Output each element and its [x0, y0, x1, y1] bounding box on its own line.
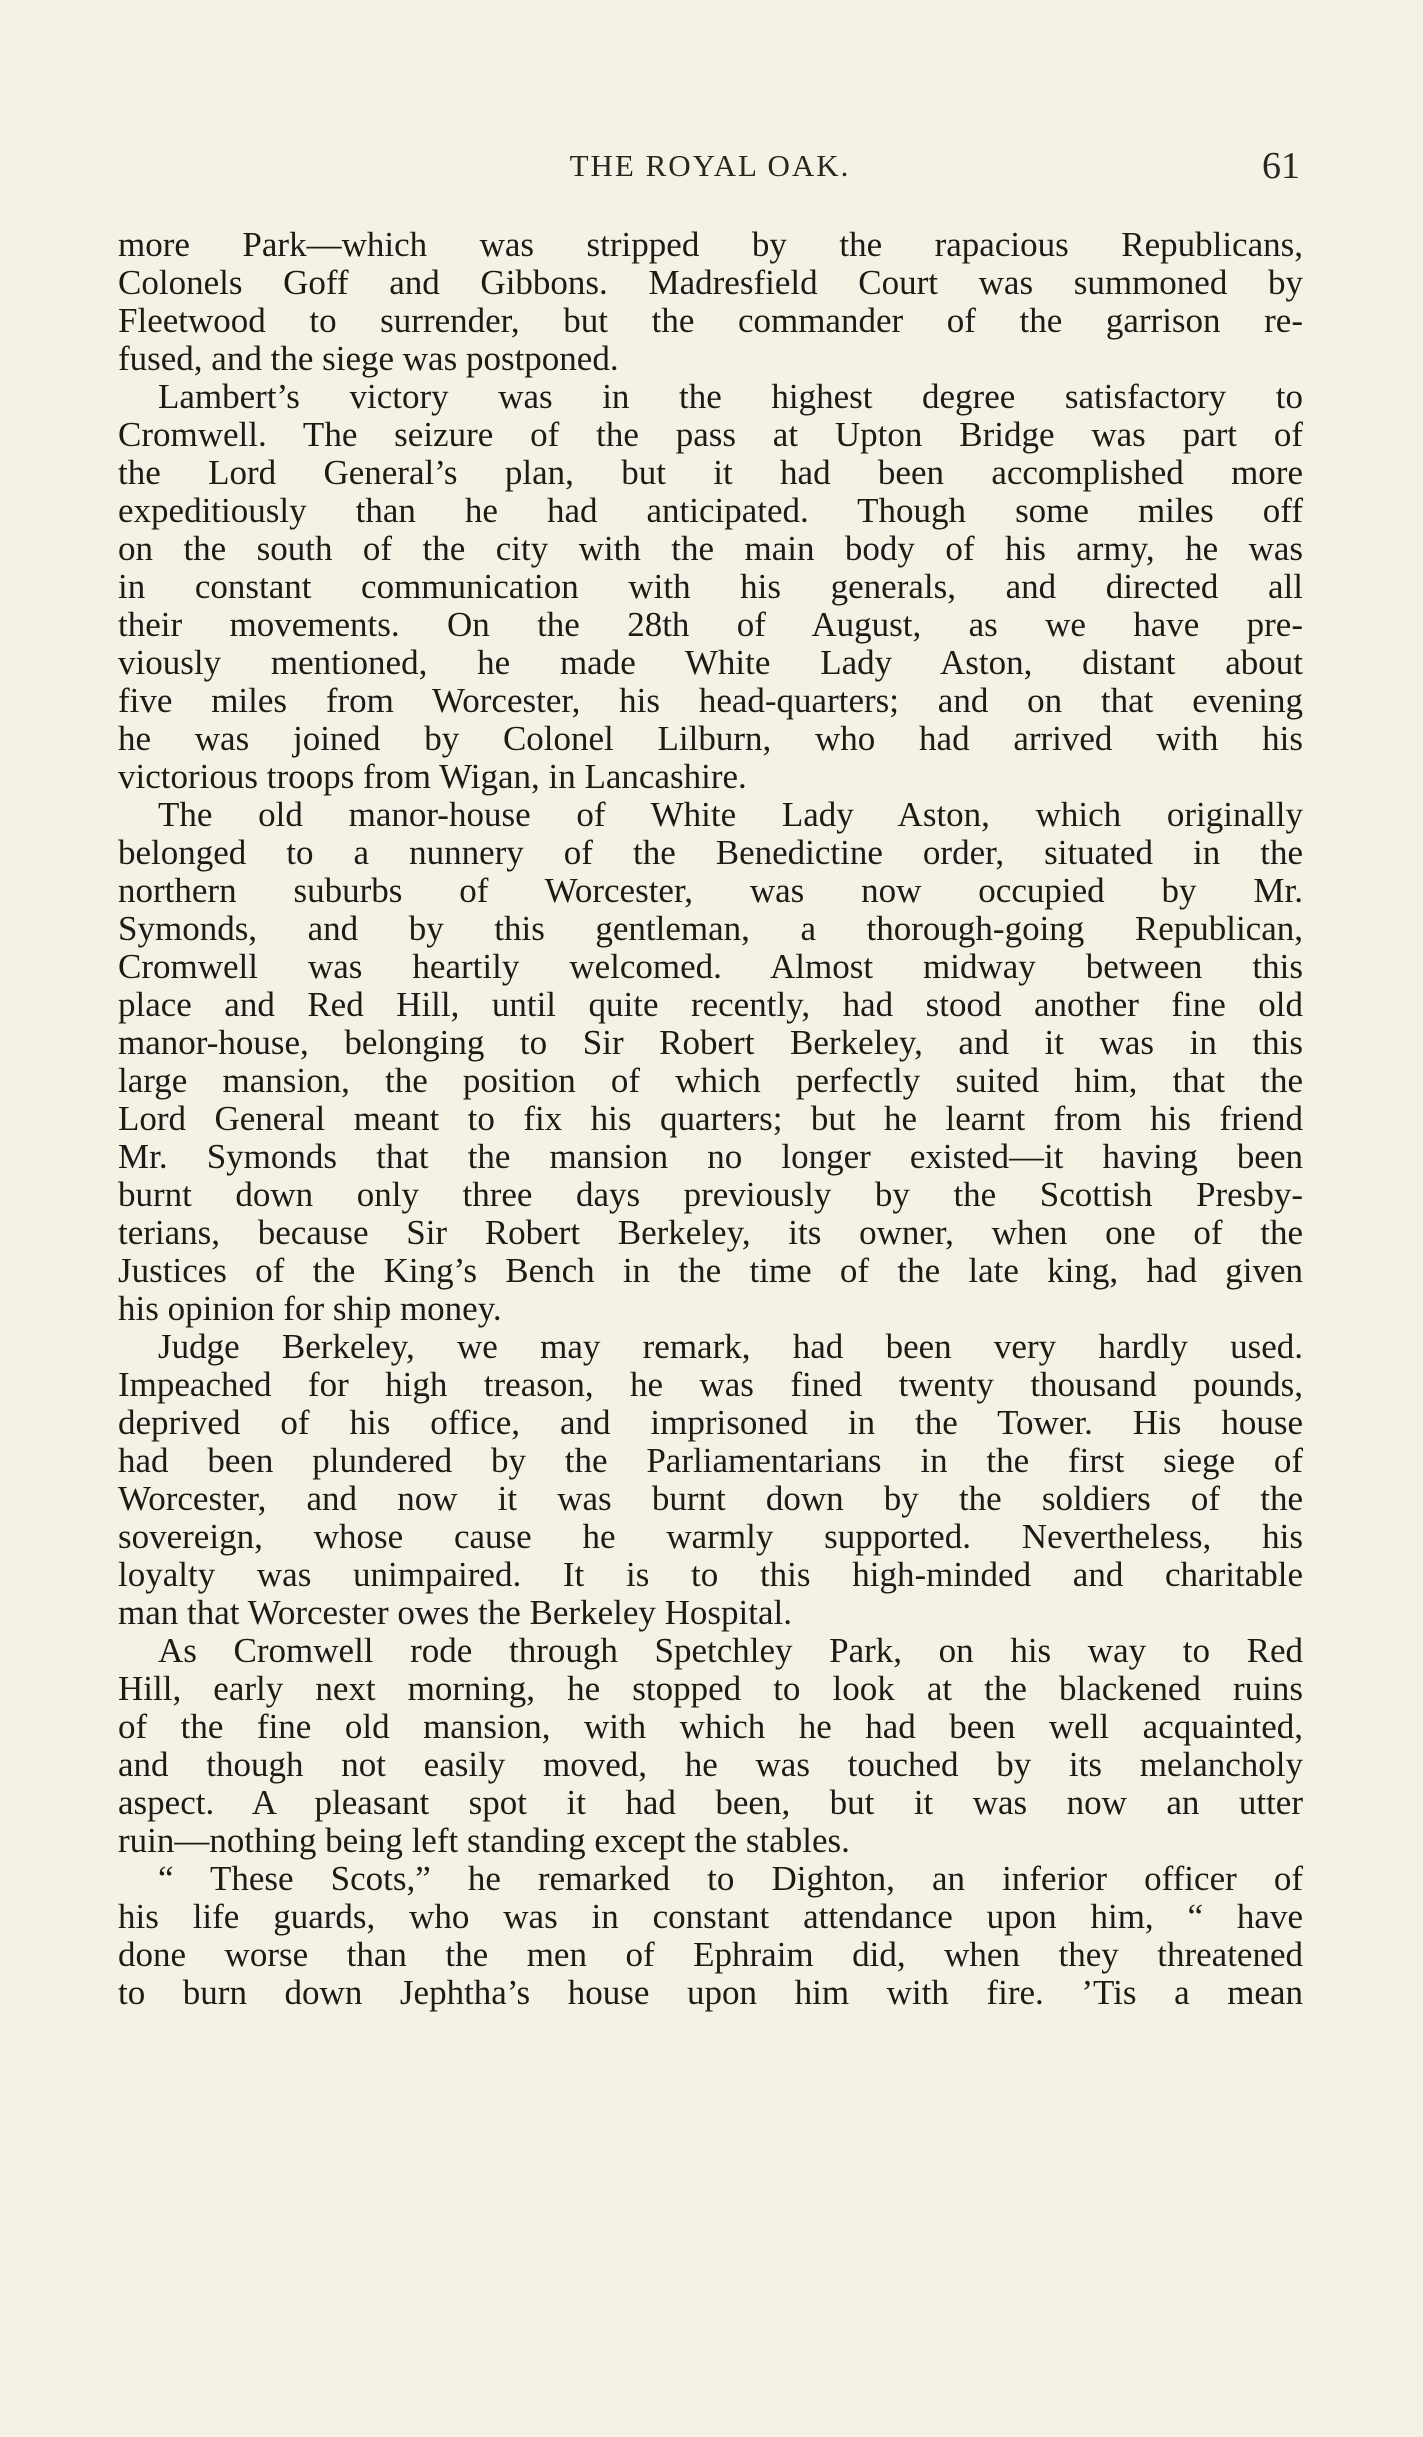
text-line: Impeached for high treason, he was fined twenty thousand pounds, [118, 1366, 1303, 1404]
text-line: loyalty was unimpaired. It is to this high-minded and charitable [118, 1556, 1303, 1594]
text-line: in constant communication with his generals, and directed all [118, 568, 1303, 606]
text-line: deprived of his office, and imprisoned in the Tower. His house [118, 1404, 1303, 1442]
text-line: he was joined by Colonel Lilburn, who had arrived with his [118, 720, 1303, 758]
text-line: manor-house, belonging to Sir Robert Berkeley, and it was in this [118, 1024, 1303, 1062]
text-line: large mansion, the position of which perfectly suited him, that the [118, 1062, 1303, 1100]
text-line: Lord General meant to fix his quarters; but he learnt from his friend [118, 1100, 1303, 1138]
text-line: Hill, early next morning, he stopped to look at the blackened ruins [118, 1670, 1303, 1708]
text-line: Lambert’s victory was in the highest degree satisfactory to [158, 378, 1303, 416]
text-line: the Lord General’s plan, but it had been accomplished more [118, 454, 1303, 492]
text-line: viously mentioned, he made White Lady Aston, distant about [118, 644, 1303, 682]
text-line: Cromwell. The seizure of the pass at Upton Bridge was part of [118, 416, 1303, 454]
text-line: burnt down only three days previously by the Scottish Presby- [118, 1176, 1303, 1214]
text-line: Colonels Goff and Gibbons. Madresfield Court was summoned by [118, 264, 1303, 302]
text-line: Judge Berkeley, we may remark, had been very hardly used. [158, 1328, 1303, 1366]
text-line: more Park—which was stripped by the rapacious Republicans, [118, 226, 1303, 264]
text-line: had been plundered by the Parliamentarians in the first siege of [118, 1442, 1303, 1480]
text-line: ruin—nothing being left standing except the stables. [118, 1822, 850, 1860]
text-line: on the south of the city with the main body of his army, he was [118, 530, 1303, 568]
text-line: his opinion for ship money. [118, 1290, 502, 1328]
text-line: As Cromwell rode through Spetchley Park, on his way to Red [158, 1632, 1303, 1670]
page-number: 61 [1262, 145, 1300, 187]
text-line: expeditiously than he had anticipated. Though some miles off [118, 492, 1303, 530]
text-line: victorious troops from Wigan, in Lancashire. [118, 758, 747, 796]
text-line: northern suburbs of Worcester, was now occupied by Mr. [118, 872, 1303, 910]
text-line: Mr. Symonds that the mansion no longer existed—it having been [118, 1138, 1303, 1176]
text-line: terians, because Sir Robert Berkeley, its owner, when one of the [118, 1214, 1303, 1252]
body-text [118, 226, 1303, 2012]
text-line: place and Red Hill, until quite recently, had stood another fine old [118, 986, 1303, 1024]
text-line: to burn down Jephtha’s house upon him with fire. ’Tis a mean [118, 1974, 1303, 2012]
text-line: and though not easily moved, he was touched by its melancholy [118, 1746, 1303, 1784]
text-line: “ These Scots,” he remarked to Dighton, an inferior officer of [158, 1860, 1303, 1898]
page-header [120, 145, 1300, 208]
text-line: Worcester, and now it was burnt down by the soldiers of the [118, 1480, 1303, 1518]
running-title: THE ROYAL OAK. [569, 148, 851, 183]
text-line: fused, and the siege was postponed. [118, 340, 619, 378]
text-line: Symonds, and by this gentleman, a thorough-going Republican, [118, 910, 1303, 948]
text-line: man that Worcester owes the Berkeley Hospital. [118, 1594, 792, 1632]
text-line: Fleetwood to surrender, but the commander of the garrison re- [118, 302, 1303, 340]
text-line: five miles from Worcester, his head-quarters; and on that evening [118, 682, 1303, 720]
text-line: Justices of the King’s Bench in the time of the late king, had given [118, 1252, 1303, 1290]
text-line: The old manor-house of White Lady Aston, which originally [158, 796, 1303, 834]
text-line: his life guards, who was in constant attendance upon him, “ have [118, 1898, 1303, 1936]
text-line: their movements. On the 28th of August, as we have pre- [118, 606, 1303, 644]
text-line: aspect. A pleasant spot it had been, but it was now an utter [118, 1784, 1303, 1822]
text-line: belonged to a nunnery of the Benedictine order, situated in the [118, 834, 1303, 872]
text-line: done worse than the men of Ephraim did, when they threatened [118, 1936, 1303, 1974]
text-line: Cromwell was heartily welcomed. Almost midway between this [118, 948, 1303, 986]
text-line: of the fine old mansion, with which he had been well acquainted, [118, 1708, 1303, 1746]
text-line: sovereign, whose cause he warmly supported. Nevertheless, his [118, 1518, 1303, 1556]
